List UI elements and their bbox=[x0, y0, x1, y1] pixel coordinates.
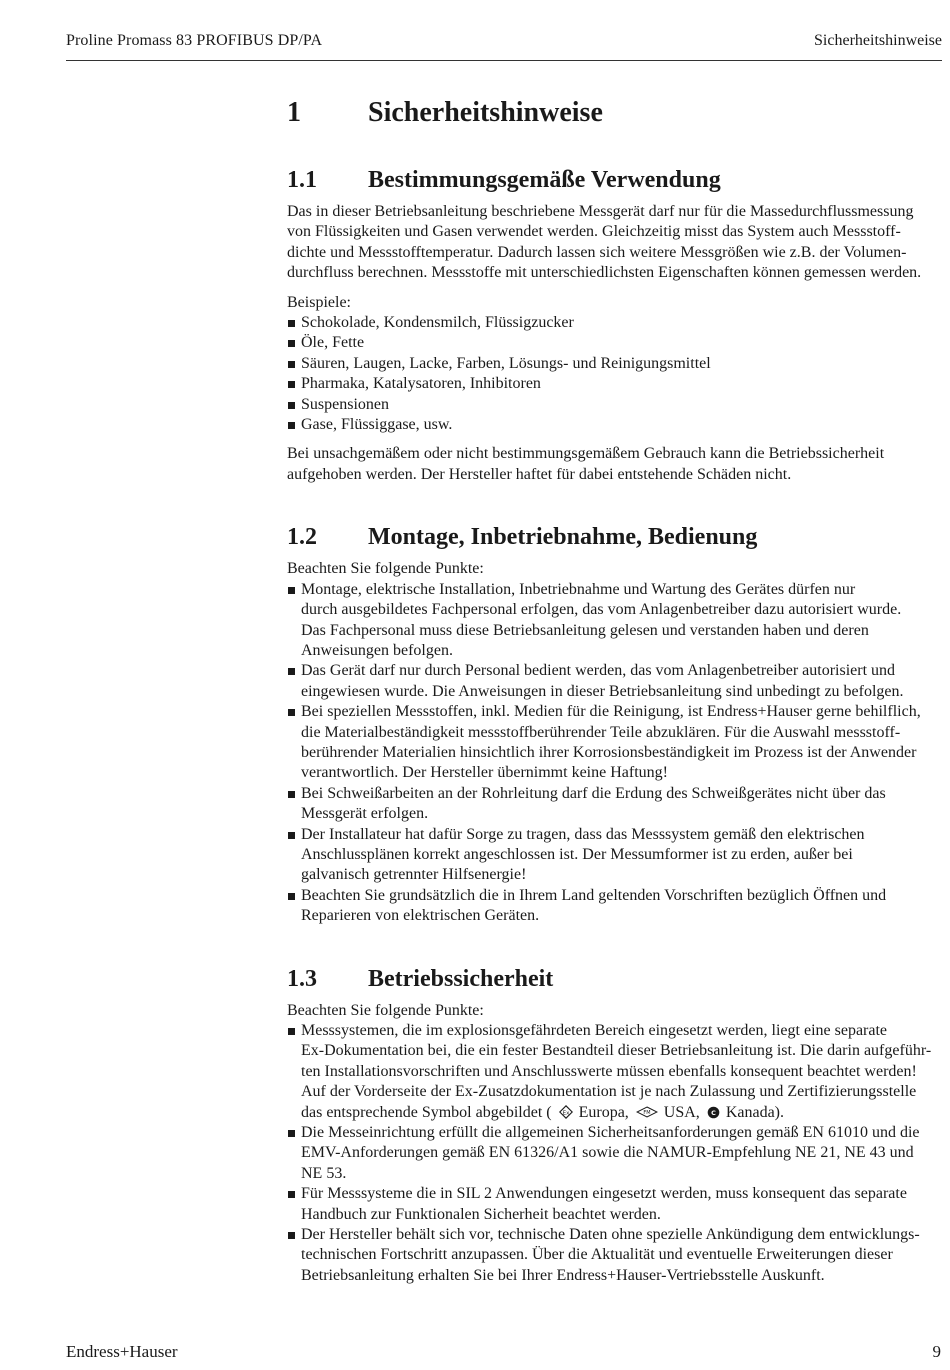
svg-text:C: C bbox=[710, 1108, 716, 1117]
examples-label: Beispiele: bbox=[287, 293, 351, 311]
running-header-section: Sicherheitshinweise bbox=[814, 32, 942, 49]
text-line: durch ausgebildetes Fachpersonal erfolgen, das vom Anlagenbetreiber dazu autorisiert wurde. bbox=[301, 601, 902, 619]
ex-europe-icon bbox=[559, 1105, 573, 1119]
text-line: Der Installateur hat dafür Sorge zu tragen, dass das Messsystem gemäß den elektrischen bbox=[301, 825, 865, 843]
csa-canada-icon bbox=[707, 1106, 720, 1119]
symbol-europe-label: Europa, bbox=[578, 1103, 629, 1121]
text-line: aufgehoben werden. Der Hersteller haftet für dabei entstehende Schäden nicht. bbox=[287, 465, 792, 483]
page-content bbox=[287, 96, 942, 1286]
chapter-title: Sicherheitshinweise bbox=[368, 97, 603, 128]
list-item bbox=[287, 1021, 942, 1123]
text-line: Handbuch zur Funktionalen Sicherheit beachtet werden. bbox=[301, 1205, 661, 1223]
text-line: Montage, elektrische Installation, Inbetriebnahme und Wartung des Gerätes dürfen nur bbox=[301, 580, 856, 598]
examples-list bbox=[287, 313, 942, 435]
text-line-with-symbols bbox=[301, 1103, 942, 1123]
list-item bbox=[287, 1225, 942, 1286]
list-item bbox=[287, 580, 942, 662]
text-line: die Materialbeständigkeit messstoffberührender Teile abzuklären. Für die Auswahl messstoff- bbox=[301, 723, 901, 741]
list-item bbox=[287, 825, 942, 886]
text-line: technischen Fortschritt anzupassen. Über die Aktualität und eventuelle Erweiterungen dieser bbox=[301, 1246, 893, 1264]
text-line: Bei Schweißarbeiten an der Rohrleitung darf die Erdung des Schweißgerätes nicht über das bbox=[301, 784, 886, 802]
text-line: Anschlussplänen korrekt angeschlossen ist. Der Messumformer ist zu erden, außer bei bbox=[301, 845, 853, 863]
text-line: Für Messsysteme die in SIL 2 Anwendungen eingesetzt werden, muss konsequent das separate bbox=[301, 1185, 907, 1203]
list-item bbox=[287, 702, 942, 784]
text-line: galvanisch getrennter Hilfsenergie! bbox=[301, 866, 527, 884]
installation-rules-list bbox=[287, 580, 942, 927]
paragraph-intended-use bbox=[287, 202, 942, 284]
page-number: 9 bbox=[932, 1342, 941, 1361]
list-item: Öle, Fette bbox=[287, 333, 942, 353]
paragraph-misuse bbox=[287, 444, 942, 485]
text-line: Ex-Dokumentation bei, die ein fester Bestandteil dieser Betriebsanleitung ist. Die darin aufgeführ- bbox=[301, 1042, 932, 1060]
text-line: Das Gerät darf nur durch Personal bedient werden, das vom Anlagenbetreiber autorisiert und bbox=[301, 662, 896, 680]
header-rule bbox=[66, 60, 942, 61]
section-title: Bestimmungsgemäße Verwendung bbox=[368, 167, 721, 193]
text-line: berührender Materialien hinsichtlich ihrer Korrosionsbeständigkeit im Prozess ist der Anwender bbox=[301, 743, 917, 761]
section-title: Betriebssicherheit bbox=[368, 965, 554, 992]
text-line: Das in dieser Betriebsanleitung beschriebene Messgerät darf nur für die Massedurchflussmessung bbox=[287, 203, 914, 220]
list-item bbox=[287, 1123, 942, 1184]
fm-usa-icon bbox=[636, 1106, 658, 1118]
text-line: Beachten Sie grundsätzlich die in Ihrem Land geltenden Vorschriften bezüglich Öffnen und bbox=[301, 886, 887, 904]
symbol-canada-label: Kanada). bbox=[725, 1103, 784, 1121]
chapter-number: 1 bbox=[287, 97, 301, 128]
lead-text: Beachten Sie folgende Punkte: bbox=[287, 1001, 484, 1019]
text-line: Bei unsachgemäßem oder nicht bestimmungsgemäßem Gebrauch kann die Betriebssicherheit bbox=[287, 445, 885, 463]
svg-text:FM: FM bbox=[643, 1109, 651, 1116]
section-number: 1.3 bbox=[287, 965, 317, 992]
text-line: von Flüssigkeiten und Gasen verwendet werden. Gleichzeitig misst das System auch Messstoff- bbox=[287, 223, 901, 241]
list-item: Pharmaka, Katalysatoren, Inhibitoren bbox=[287, 374, 942, 394]
operational-safety-list bbox=[287, 1021, 942, 1286]
text-line: Anweisungen befolgen. bbox=[301, 641, 453, 659]
text-line: Das Fachpersonal muss diese Betriebsanleitung gelesen und verstanden haben und deren bbox=[301, 621, 869, 639]
running-header-title: Proline Promass 83 PROFIBUS DP/PA bbox=[66, 32, 323, 49]
section-heading-1-1 bbox=[287, 165, 942, 195]
text-line: eingewiesen wurde. Die Anweisungen in dieser Betriebsanleitung sind unbedingt zu befolgen. bbox=[301, 682, 904, 700]
text-line: ten Installationsvorschriften und Anschlusswerte müssen ebenfalls konsequent beachtet werden! bbox=[301, 1062, 917, 1080]
text-line: verantwortlich. Der Hersteller übernimmt keine Haftung! bbox=[301, 764, 668, 782]
section-number: 1.1 bbox=[287, 167, 317, 193]
text-line: Auf der Vorderseite der Ex-Zusatzdokumentation ist je nach Zulassung und Zertifizierungsstelle bbox=[301, 1083, 917, 1101]
section-number: 1.2 bbox=[287, 524, 317, 551]
list-item bbox=[287, 784, 942, 825]
svg-text:Ex: Ex bbox=[562, 1109, 569, 1116]
section-heading-1-3 bbox=[287, 964, 942, 994]
list-item: Gase, Flüssiggase, usw. bbox=[287, 415, 942, 435]
text-line: EMV-Anforderungen gemäß EN 61326/A1 sowie die NAMUR-Empfehlung NE 21, NE 43 und bbox=[301, 1144, 914, 1162]
text-line: Reparieren von elektrischen Geräten. bbox=[301, 907, 540, 925]
section-title: Montage, Inbetriebnahme, Bedienung bbox=[368, 524, 758, 551]
text-line: Messgerät erfolgen. bbox=[301, 805, 429, 823]
chapter-heading bbox=[287, 96, 942, 130]
footer-company: Endress+Hauser bbox=[66, 1342, 178, 1361]
text-line: Die Messeinrichtung erfüllt die allgemeinen Sicherheitsanforderungen gemäß EN 61010 und die bbox=[301, 1124, 920, 1142]
symbol-usa-label: USA, bbox=[663, 1103, 700, 1121]
symbol-intro-text: das entsprechende Symbol abgebildet ( bbox=[301, 1103, 552, 1121]
text-line: Der Hersteller behält sich vor, technische Daten ohne spezielle Ankündigung dem entwicklungs- bbox=[301, 1226, 920, 1244]
list-item: Schokolade, Kondensmilch, Flüssigzucker bbox=[287, 313, 942, 333]
text-line: NE 53. bbox=[301, 1164, 347, 1182]
text-line: durchfluss berechnen. Messstoffe mit unterschiedlichsten Eigenschaften können gemessen werden. bbox=[287, 264, 922, 282]
section-heading-1-2 bbox=[287, 522, 942, 552]
list-item bbox=[287, 1184, 942, 1225]
text-line: Betriebsanleitung erhalten Sie bei Ihrer Endress+Hauser-Vertriebsstelle Auskunft. bbox=[301, 1266, 825, 1284]
list-item: Säuren, Laugen, Lacke, Farben, Lösungs- und Reinigungsmittel bbox=[287, 354, 942, 374]
list-item bbox=[287, 661, 942, 702]
list-item bbox=[287, 886, 942, 927]
lead-text: Beachten Sie folgende Punkte: bbox=[287, 560, 484, 578]
text-line: Bei speziellen Messstoffen, inkl. Medien für die Reinigung, ist Endress+Hauser gerne behilflich, bbox=[301, 703, 921, 721]
text-line: dichte und Messstofftemperatur. Dadurch lassen sich weitere Messgrößen wie z.B. der Volumen- bbox=[287, 243, 907, 261]
text-line: Messsystemen, die im explosionsgefährdeten Bereich eingesetzt werden, liegt eine separate bbox=[301, 1022, 888, 1039]
list-item: Suspensionen bbox=[287, 395, 942, 415]
